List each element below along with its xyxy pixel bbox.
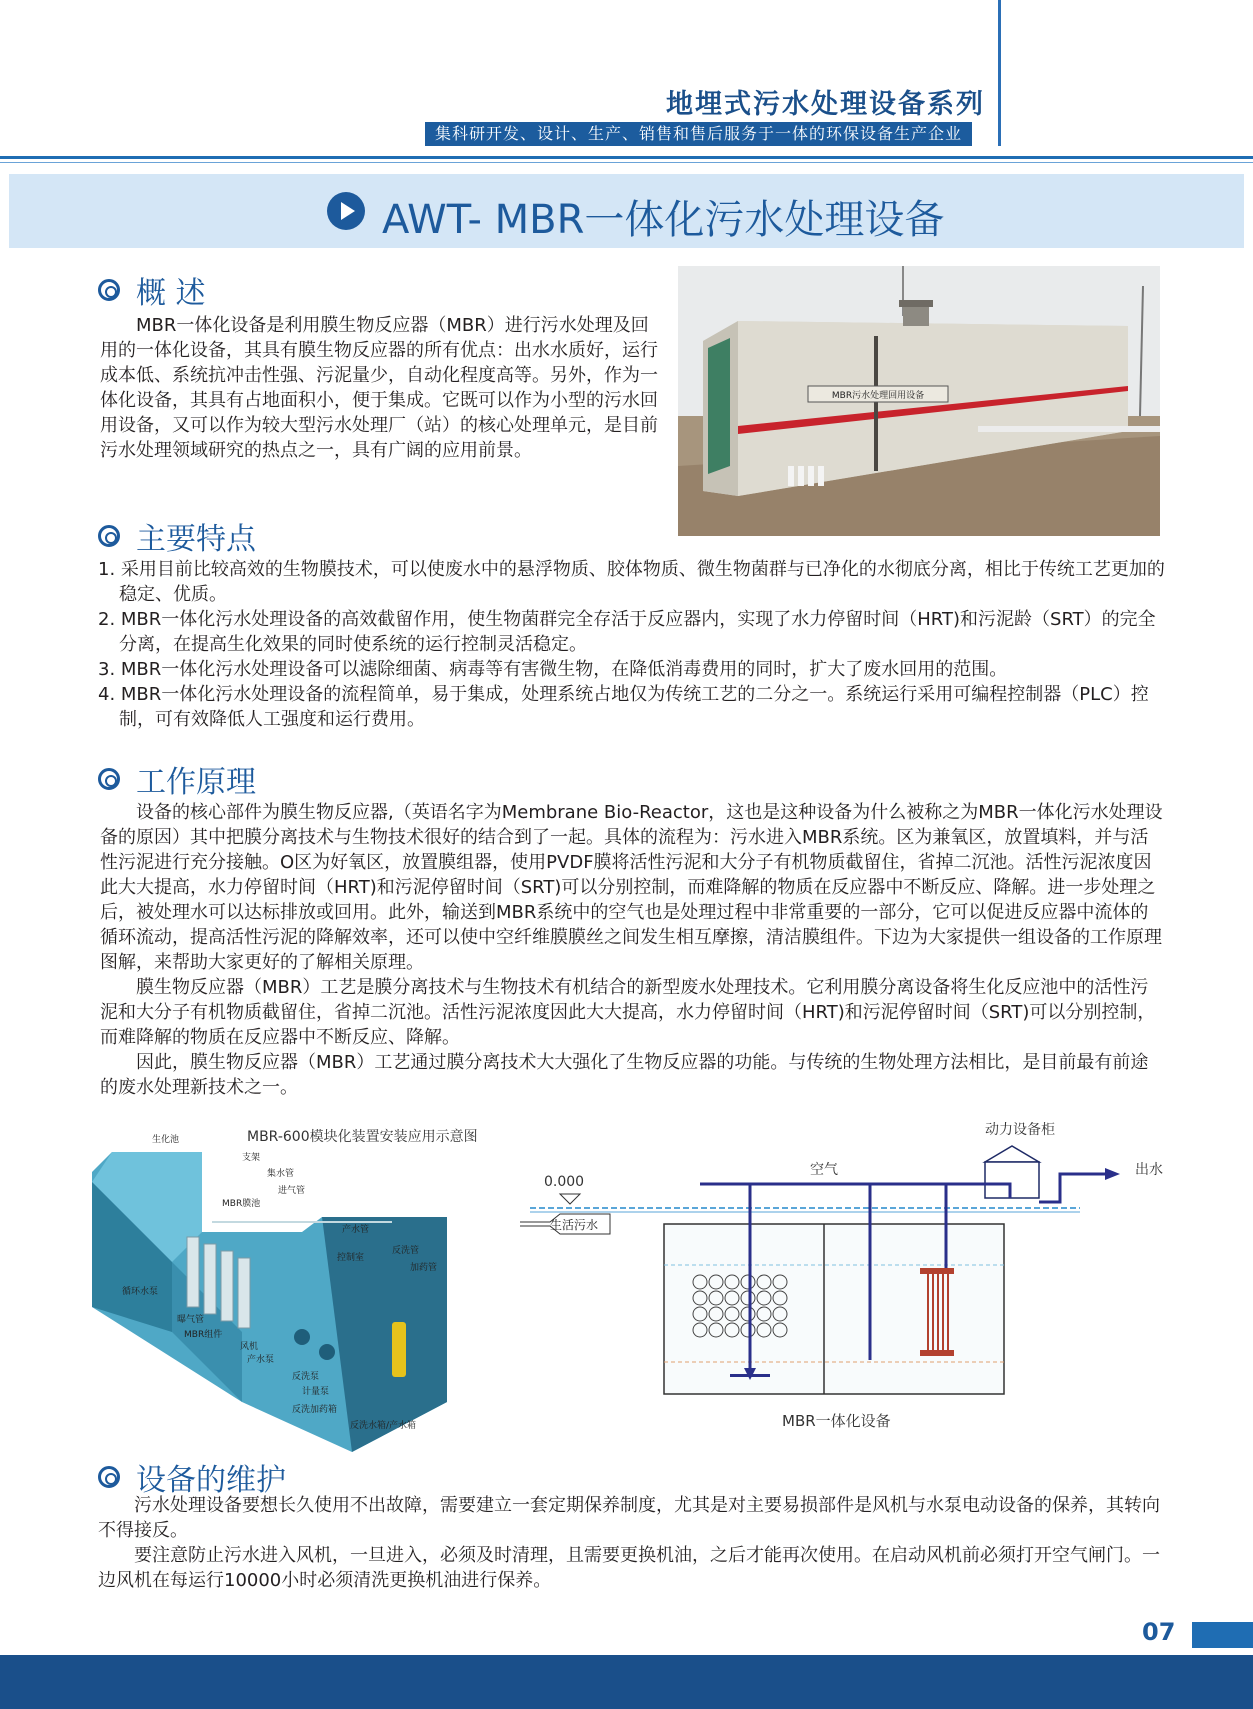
features-list xyxy=(98,557,1168,732)
mbr-process-diagram xyxy=(520,1122,1170,1432)
bullet-ring-icon xyxy=(98,768,120,790)
label-inlet-air: 进气管 xyxy=(278,1186,306,1196)
label-backwash-pump: 反洗泵 xyxy=(292,1372,320,1382)
page-number-bar xyxy=(1192,1622,1253,1648)
features-heading xyxy=(98,514,256,558)
product-title: AWT- MBR一体化污水处理设备 xyxy=(382,197,945,243)
equipment-photo xyxy=(678,266,1160,536)
diagram-right-caption: MBR一体化设备 xyxy=(782,1412,891,1430)
principle-heading-text: 工作原理 xyxy=(136,765,256,800)
label-air: 空气 xyxy=(810,1162,838,1178)
diagram-left-title: MBR-600模块化装置安装应用示意图 xyxy=(247,1129,478,1145)
header-rule xyxy=(0,156,1253,159)
label-blower: 风机 xyxy=(240,1342,259,1352)
overview-text: MBR一体化设备是利用膜生物反应器（MBR）进行污水处理及回用的一体化设备，其具有膜生物反应器的所有优点：出水水质好，运行成本低、系统抗冲击性强、污泥量少，自动化程度高等。另外，作为一体化设备，其具有占地面积小，便于集成。它既可以作为小型的污水回用设备，又可以作为较大型污水处理厂（站）的核心处理单元，是目前污水处理领域研究的热点之一，具有广阔的应用前景。 xyxy=(100,315,658,461)
label-backwash-dosing-tank: 反洗加药箱 xyxy=(292,1405,338,1415)
bullet-ring-icon xyxy=(98,525,120,547)
overview-heading xyxy=(98,268,206,312)
feature-item: 3. MBR一体化污水处理设备可以滤除细菌、病毒等有害微生物，在降低消毒费用的同时，扩大了废水回用的范围。 xyxy=(98,659,1008,680)
feature-item: 2. MBR一体化污水处理设备的高效截留作用，使生物菌群完全存活于反应器内，实现了水力停留时间（HRT)和污泥龄（SRT）的完全分离，在提高生化效果的同时使系统的运行控制灵活稳定。 xyxy=(98,609,1156,655)
header-divider xyxy=(998,0,1001,146)
label-dosing-pipe: 加药管 xyxy=(410,1263,438,1273)
label-inlet: 生活污水 xyxy=(550,1218,599,1232)
label-collect-pipe: 集水管 xyxy=(267,1169,295,1179)
maintenance-paragraph: 污水处理设备要想长久使用不出故障，需要建立一套定期保养制度，尤其是对主要易损部件是风机与水泵电动设备的保养，其转向不得接反。 xyxy=(98,1495,1160,1541)
feature-item: 1. 采用目前比较高效的生物膜技术，可以使废水中的悬浮物质、胶体物质、微生物菌群与已净化的水彻底分离，相比于传统工艺更加的稳定、优质。 xyxy=(98,559,1165,605)
label-control-room: 控制室 xyxy=(337,1253,365,1263)
photo-sign: MBR污水处理回用设备 xyxy=(831,391,925,401)
feature-item: 4. MBR一体化污水处理设备的流程简单，易于集成，处理系统占地仅为传统工艺的二分之一。系统运行采用可编程控制器（PLC）控制，可有效降低人工强度和运行费用。 xyxy=(98,684,1149,730)
label-bio-tank: 生化池 xyxy=(152,1135,180,1145)
features-heading-text: 主要特点 xyxy=(136,522,256,557)
series-title: 地埋式污水处理设备系列 xyxy=(666,89,985,120)
label-aeration-pipe: 曝气管 xyxy=(177,1315,205,1325)
label-mbr-module: MBR组件 xyxy=(184,1330,223,1340)
label-mbr-tank: MBR膜池 xyxy=(222,1199,261,1209)
principle-paragraph: 因此，膜生物反应器（MBR）工艺通过膜分离技术大大强化了生物反应器的功能。与传统的生物处理方法相比，是目前最有前途的废水处理新技术之一。 xyxy=(100,1052,1149,1098)
label-power-cabinet: 动力设备柜 xyxy=(985,1122,1055,1138)
principle-paragraph: 膜生物反应器（MBR）工艺是膜分离技术与生物技术有机结合的新型废水处理技术。它利用膜分离设备将生化反应池中的活性污泥和大分子有机物质截留住，省掉二沉池。活性污泥浓度因此大大提高，水力停留时间（HRT)和污泥停留时间（SRT)可以分别控制，而难降解的物质在反应器中不断反应、降解。 xyxy=(100,977,1156,1048)
footer-band xyxy=(0,1655,1253,1709)
maintenance-text xyxy=(98,1493,1168,1593)
principle-text xyxy=(100,800,1166,1100)
label-circ-pump: 循环水泵 xyxy=(122,1287,159,1297)
principle-paragraph: 设备的核心部件为膜生物反应器,（英语名字为Membrane Bio-Reactor，这也是这种设备为什么被称之为MBR一体化污水处理设备的原因）其中把膜分离技术与生物技术很好的结合到了一起。具体的流程为：污水进入MBR系统。区为兼氧区，放置填料，并与活性污泥进行充分接触。O区为好氧区，放置膜组器，使用PVDF膜将活性污泥和大分子有机物质截留住，省掉二沉池。活性污泥浓度因此大大提高，水力停留时间（HRT)和污泥停留时间（SRT)可以分别控制，而难降解的物质在反应器中不断反应、降解。进一步处理之后，被处理水可以达标排放或回用。此外，输送到MBR系统中的空气也是处理过程中非常重要的一部分，它可以促进反应器中流体的循环流动，提高活性污泥的降解效率，还可以使中空纤维膜膜丝之间发生相互摩擦，清洁膜组件。下边为大家提供一组设备的工作原理图解，来帮助大家更好的了解相关原理。 xyxy=(100,802,1163,973)
label-product-pump: 产水泵 xyxy=(247,1355,275,1365)
play-icon xyxy=(327,192,365,230)
label-backwash-pipe: 反洗管 xyxy=(392,1246,420,1256)
overview-heading-text: 概 述 xyxy=(136,276,206,311)
label-ground-level: 0.000 xyxy=(544,1174,585,1190)
bullet-ring-icon xyxy=(98,279,120,301)
label-outlet: 出水 xyxy=(1135,1162,1163,1178)
label-backwash-tank: 反洗水箱/产水箱 xyxy=(350,1421,417,1431)
maintenance-heading-text: 设备的维护 xyxy=(136,1463,286,1498)
bullet-ring-icon xyxy=(98,1466,120,1488)
maintenance-paragraph: 要注意防止污水进入风机，一旦进入，必须及时清理，且需要更换机油，之后才能再次使用。在启动风机前必须打开空气闸门。一边风机在每运行10000小时必须清洗更换机油进行保养。 xyxy=(98,1545,1160,1591)
label-support: 支架 xyxy=(242,1153,261,1163)
label-metering-pump: 计量泵 xyxy=(302,1387,330,1397)
principle-heading xyxy=(98,757,256,801)
mbr600-diagram xyxy=(92,1122,522,1467)
label-product-pipe: 产水管 xyxy=(342,1225,370,1235)
header-rule-thin xyxy=(0,162,1253,163)
page-number: 07 xyxy=(1142,1618,1176,1646)
tagline: 集科研开发、设计、生产、销售和售后服务于一体的环保设备生产企业 xyxy=(434,124,962,143)
